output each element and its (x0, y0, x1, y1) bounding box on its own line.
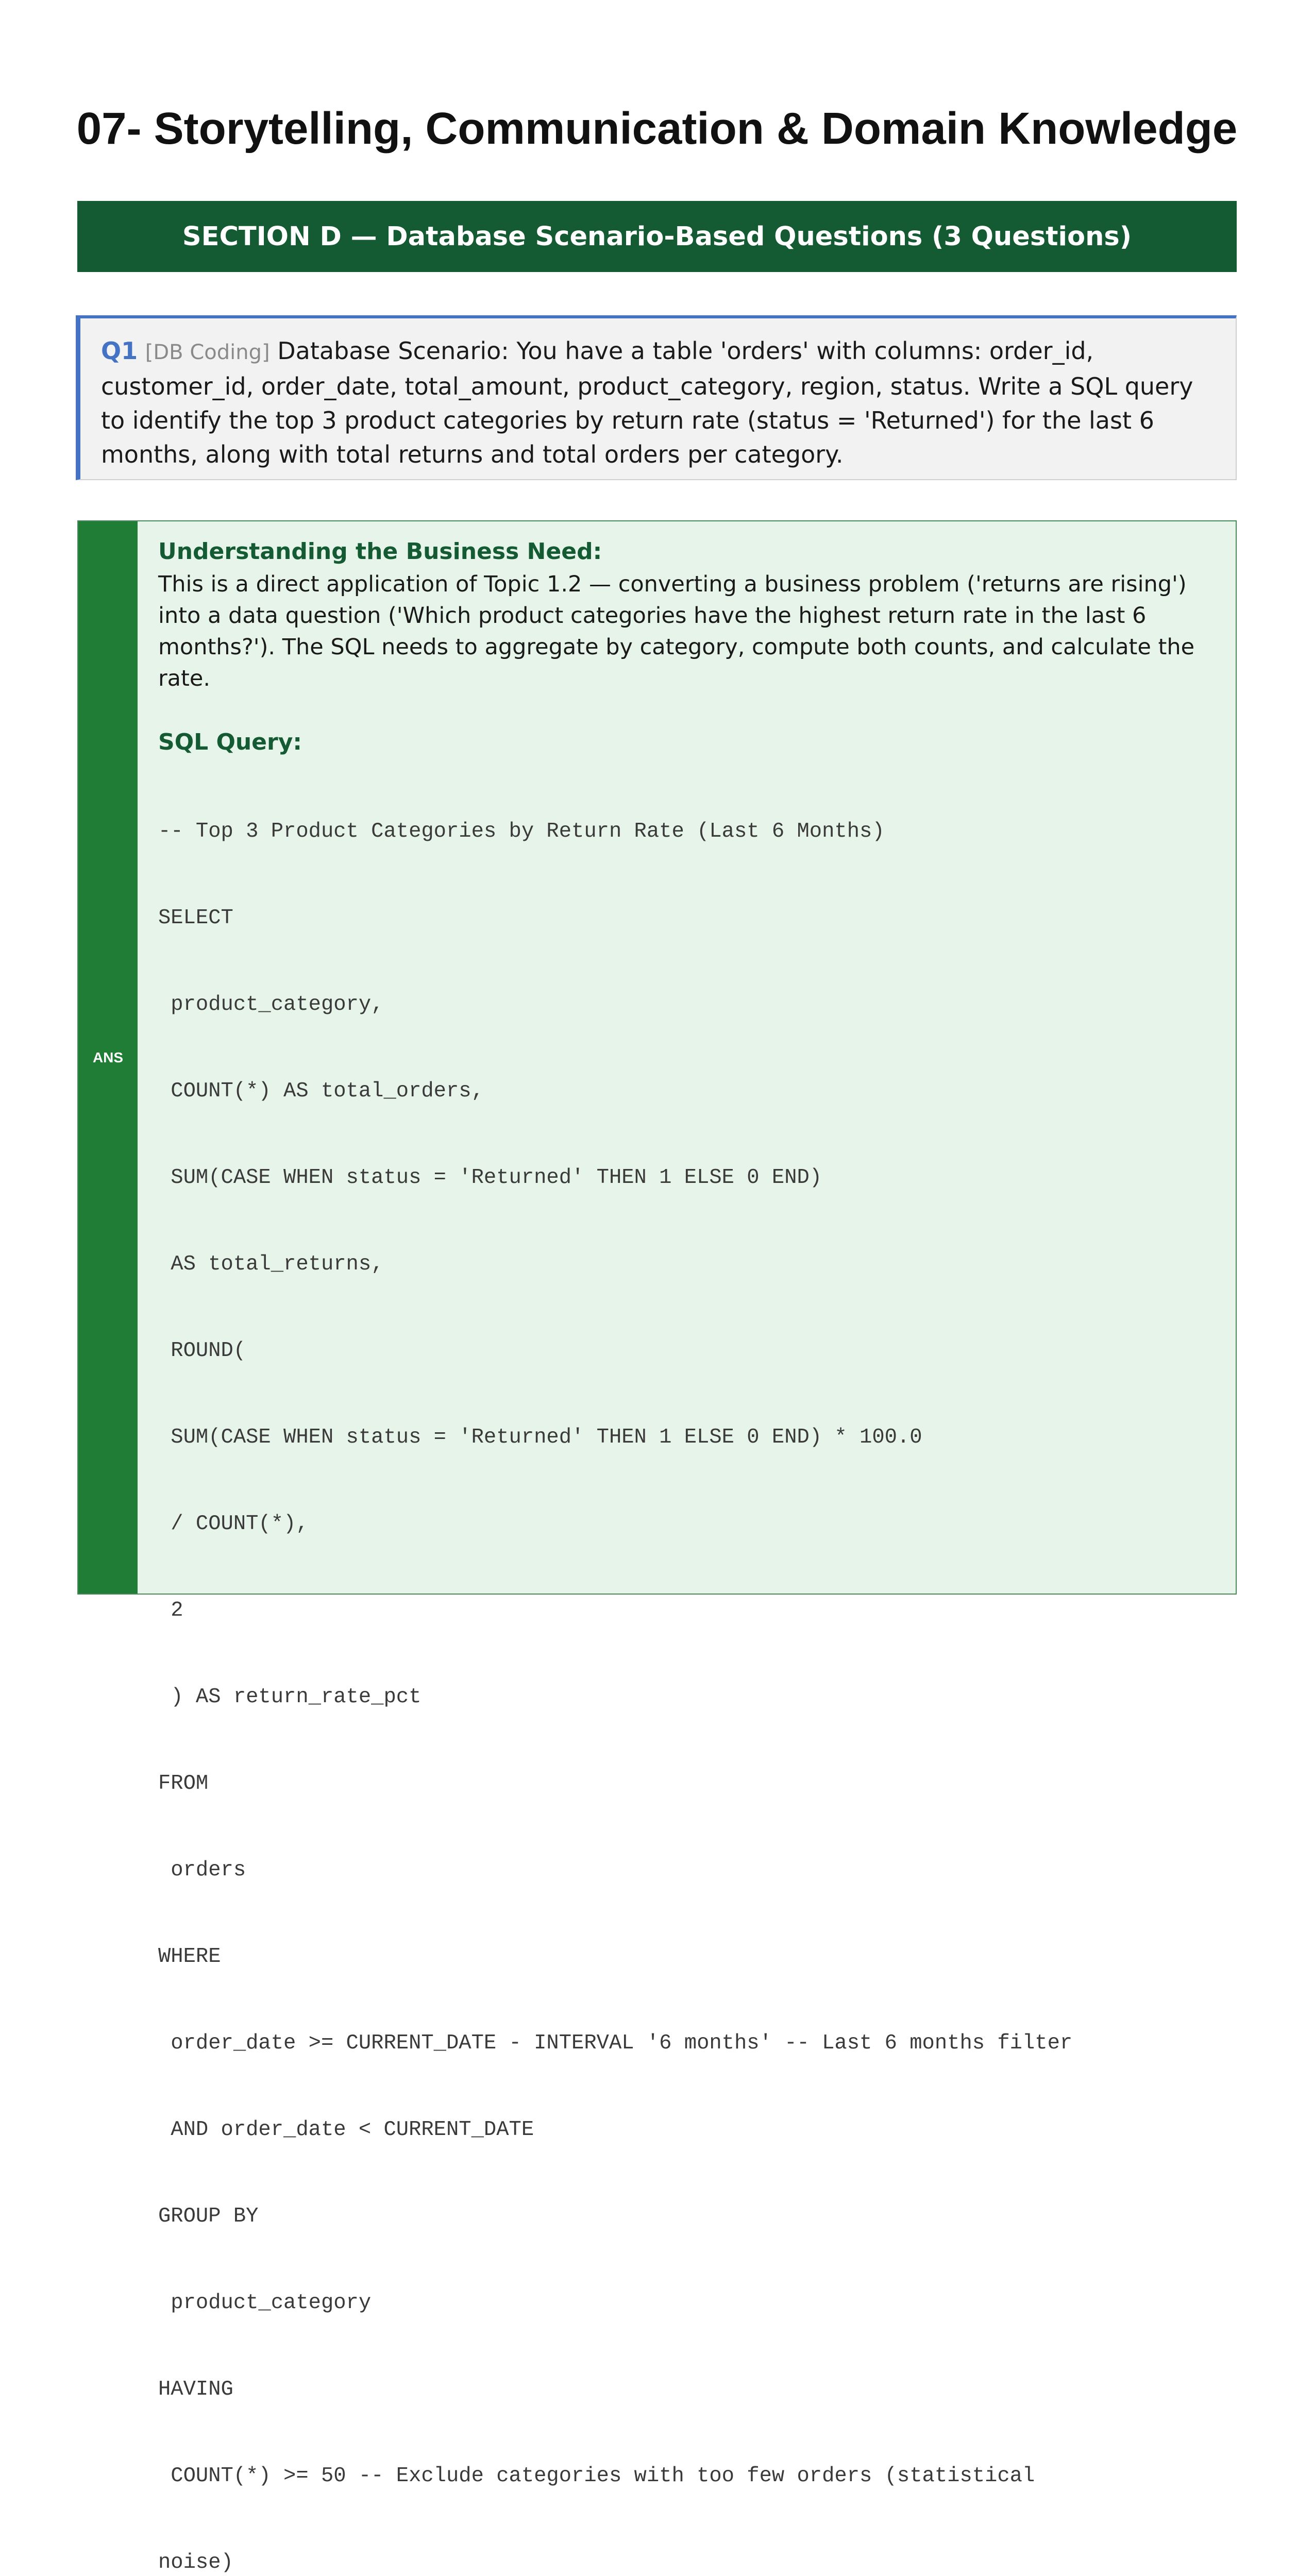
code-line: SUM(CASE WHEN status = 'Returned' THEN 1 ELSE 0 END) * 100.0 (158, 1426, 922, 1449)
code-line: SUM(CASE WHEN status = 'Returned' THEN 1 ELSE 0 END) (158, 1166, 822, 1190)
answer-content (138, 521, 1236, 2574)
code-line: AND order_date < CURRENT_DATE (158, 2118, 534, 2142)
business-need-text: This is a direct application of Topic 1.2 — converting a business problem ('returns are rising') into a data question ('Which product categories have the highest return rate in the last 6 months?'). The SQL needs to aggregate by category, compute both counts, and calculate the rate. (158, 571, 1195, 691)
code-line: COUNT(*) >= 50 -- Exclude categories with too few orders (statistical (158, 2464, 1035, 2488)
code-line: COUNT(*) AS total_orders, (158, 1079, 484, 1103)
code-line: AS total_returns, (158, 1252, 384, 1276)
answer-label-strip (78, 521, 138, 1594)
code-line: noise) (158, 2551, 233, 2574)
question-number: Q1 (101, 337, 138, 365)
business-need-heading: Understanding the Business Need: (158, 538, 602, 565)
question-tag: [DB Coding] (145, 341, 270, 364)
section-banner-label: SECTION D — Database Scenario-Based Questions (3 Questions) (182, 221, 1132, 252)
spacer (158, 694, 1220, 725)
code-line: product_category, (158, 993, 384, 1016)
code-line: FROM (158, 1772, 209, 1795)
code-line: ) AS return_rate_pct (158, 1685, 422, 1709)
question-card (76, 315, 1237, 480)
code-line: orders (158, 1858, 246, 1882)
document-title: 07- Storytelling, Communication & Domain Knowledge (76, 104, 1238, 154)
code-line: HAVING (158, 2378, 233, 2401)
answer-label: ANS (92, 1049, 124, 1065)
code-line: ROUND( (158, 1339, 246, 1363)
code-line: WHERE (158, 1945, 221, 1969)
sql-query-heading: SQL Query: (158, 729, 302, 755)
code-line: 2 (158, 1599, 183, 1622)
code-line: SELECT (158, 906, 233, 930)
code-line: GROUP BY (158, 2205, 259, 2228)
code-line: / COUNT(*), (158, 1512, 309, 1536)
code-line: product_category (158, 2291, 372, 2315)
question-text: Database Scenario: You have a table 'orders' with columns: order_id, customer_id, order_date, total_amount, product_category, region, status. Write a SQL query to identify the top 3 product categories by return rate (status = 'Returned') for the last 6 months, along with total returns and total orders per category. (101, 337, 1193, 468)
answer-card (77, 520, 1237, 2574)
code-line: -- Top 3 Product Categories by Return Rate (Last 6 Months) (158, 820, 885, 843)
section-banner (77, 201, 1237, 272)
code-line: order_date >= CURRENT_DATE - INTERVAL '6 months' -- Last 6 months filter (158, 2031, 1073, 2055)
sql-code-block (158, 759, 1220, 2576)
